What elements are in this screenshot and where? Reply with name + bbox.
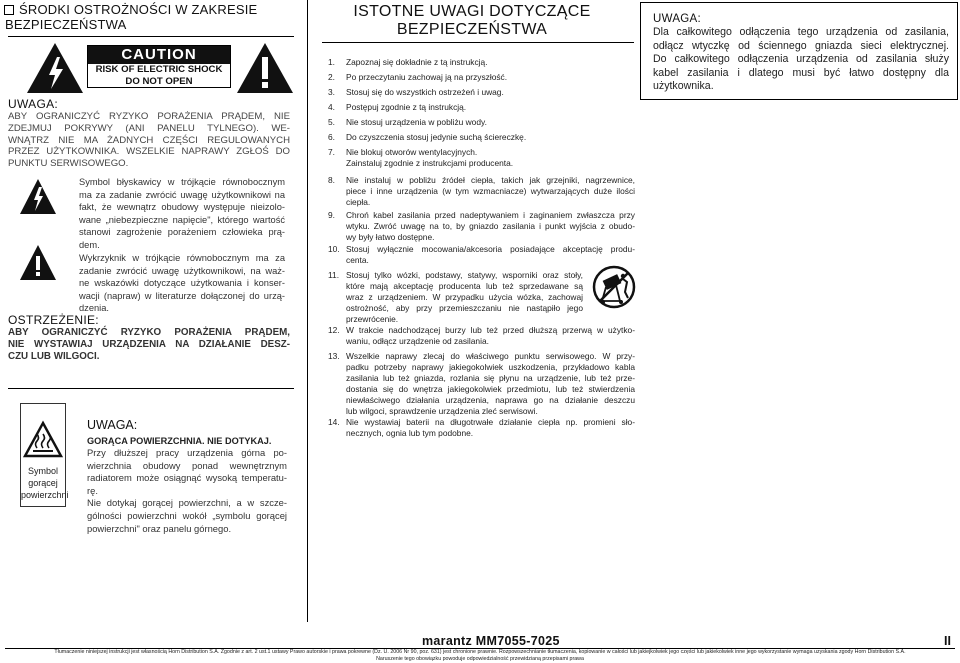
list-item-text bbox=[346, 117, 635, 128]
text-line: powierzchni" oraz panelu górnego. bbox=[87, 522, 232, 534]
list-item-number: 14. bbox=[328, 417, 340, 427]
caution-box bbox=[87, 45, 231, 88]
list-item-text bbox=[346, 244, 635, 266]
list-item-number: 10. bbox=[328, 244, 340, 254]
text-line: ostrożność, aby przy przemieszczaniu nie nastąpiło jego bbox=[346, 303, 583, 313]
text-line: padku potrzeby naprawy jakiegokolwiek uszkodzenia, przykładowo kabla bbox=[346, 362, 635, 372]
text-line: dostania się do wnętrza jakiegokolwiek przedmiotu, lub też stwierdzenia bbox=[346, 384, 635, 394]
text-line: stanowi zagrożenie porażeniem człowieka prą- bbox=[79, 227, 285, 238]
text-line: Do czyszczenia stosuj jedynie suchą ściereczkę. bbox=[346, 132, 527, 142]
text-line: Dla całkowitego odłączenia tego urządzenia od zasilania, bbox=[653, 26, 949, 38]
list-item-text bbox=[346, 72, 635, 83]
text-line: kabel zasilania i dlatego musi być łatwo dostępny dla bbox=[653, 66, 949, 79]
text-line: niewłaściwego działania urządzenia, naprawa go na działanie deszczu bbox=[346, 395, 635, 405]
text-line: Nie wystawiaj baterii na długotrwałe działanie ciepła np. promieni sło- bbox=[346, 417, 635, 427]
list-item-number: 9. bbox=[328, 210, 335, 220]
hot-surface-symbol-box bbox=[20, 403, 69, 507]
uwaga-line: ZDEJMUJ POKRYWY (ANI PANELU TYLNEGO). WE- bbox=[8, 122, 290, 134]
text-line: Nie instaluj w pobliżu źródeł ciepła, takich jak grzejniki, nagrzewnice, bbox=[346, 175, 635, 185]
footer-line1: Tłumaczenie niniejszej instrukcji jest własnością Horn Distribution S.A. Zgodnie z art. 2 ust.1 ustawy Prawo autorskie i prawa pokrewne (Dz. U. 2006 Nr 90, poz. 631) jest chronione prawnie. Rozpowszechnianie tłumaczenia, kopiowanie w całości lub jakiejkolwiek jego części lub jakiekolwiek inne jego wykorzystanie wymaga uzyskania zgody Horn Distribution S.A. bbox=[54, 649, 906, 655]
text-line: ciepła. bbox=[346, 197, 371, 207]
text-line: użytkownika. bbox=[653, 80, 714, 92]
exclamation-triangle-icon bbox=[18, 243, 58, 283]
ostrzezenie-line: NIE WYSTAWIAJ URZĄDZENIA NA DZIAŁANIE DESZ- bbox=[8, 339, 290, 351]
hot-surface-icon bbox=[23, 420, 63, 460]
list-item-text bbox=[346, 57, 635, 68]
cart-tipover-warning-icon bbox=[592, 265, 636, 309]
list-item-number: 5. bbox=[328, 117, 335, 127]
text-line: W trakcie nadchodzącej burzy lub też przed dłuższą przerwą w użytko- bbox=[346, 325, 635, 335]
text-line: Stosuj tylko wózki, podstawy, statywy, wsporniki oraz stoły, bbox=[346, 270, 583, 280]
list-item bbox=[328, 175, 635, 208]
text-line: Wszelkie naprawy zlecaj do właściwego punktu serwisowego. W przy- bbox=[346, 351, 635, 361]
text-line: Do całkowitego odłączenia urządzenia od zasilania służy bbox=[653, 53, 949, 65]
list-item bbox=[328, 102, 635, 113]
section-title-line2: BEZPIECZEŃSTWA bbox=[5, 16, 127, 32]
exclamation-warning-icon bbox=[235, 41, 295, 95]
footer-copyright bbox=[4, 649, 956, 663]
left-title-underline bbox=[8, 36, 294, 37]
text-line: wy były łatwo dostępne. bbox=[346, 232, 435, 242]
text-line: ne wskazówki dotyczące użytkowania i konser- bbox=[79, 278, 285, 289]
text-line: radiatorem może osiągnąć wysoką temperatu- bbox=[87, 472, 287, 484]
hot-caption-line: Symbol bbox=[27, 466, 58, 476]
middle-title-line2: BEZPIECZEŃSTWA bbox=[396, 21, 548, 38]
list-item-number: 6. bbox=[328, 132, 335, 142]
text-line: wraz z urządzeniem. W przypadku użycia wózka, zachowaj bbox=[346, 292, 583, 302]
text-line: Symbol błyskawicy w trójkącie równobocznym bbox=[79, 177, 285, 187]
hot-caption-line: gorącej bbox=[28, 478, 58, 488]
text-line: rę. bbox=[87, 484, 98, 496]
list-item bbox=[328, 244, 635, 266]
footer-line2: Naruszenie tego obowiązku powoduje odpowiedzialność przewidzianą przepisami prawa bbox=[376, 656, 584, 662]
list-item bbox=[328, 270, 583, 325]
text-line: Stosuj wyłącznie mocowania/akcesoria posiadające akceptację produ- bbox=[346, 244, 635, 254]
list-item bbox=[328, 351, 635, 417]
section-title-line1: ŚRODKI OSTROŻNOŚCI W ZAKRESIE bbox=[19, 2, 258, 17]
caution-title: CAUTION bbox=[88, 46, 230, 64]
list-item-text bbox=[346, 210, 635, 243]
text-line: zadanie zwrócić uwagę użytkownikowi, na waż- bbox=[79, 265, 285, 276]
lightning-triangle-icon bbox=[18, 177, 58, 217]
text-line: przewrócenie. bbox=[346, 314, 399, 324]
left-divider bbox=[8, 388, 294, 389]
list-item-text bbox=[346, 175, 635, 208]
text-line: lub wilgoci, sprawdzenie urządzenia zleć serwisowi. bbox=[346, 406, 538, 416]
footer-page-number: II bbox=[944, 634, 951, 648]
uwaga-line: ABY OGRANICZYĆ RYZYKO PORAŻENIA PRĄDEM, NIE bbox=[8, 111, 290, 122]
text-line: Stosuj się do wszystkich ostrzeżeń i uwag. bbox=[346, 87, 504, 97]
text-line: Wykrzyknik w trójkącie równobocznym ma za bbox=[79, 253, 285, 263]
text-line: wtyku. Zwróć uwagę na to, by gniazdo zasilania i punkt wyjścia z obudo- bbox=[346, 221, 635, 231]
ostrzezenie-line: CZU LUB WILGOCI. bbox=[8, 351, 100, 363]
hot-caption-line: powierzchni bbox=[21, 490, 69, 500]
list-item bbox=[328, 210, 635, 243]
text-line: odłącz wtyczkę od ściennego gniazda sieci elektrycznej. bbox=[653, 39, 949, 52]
hot-uwaga-heading: UWAGA: bbox=[87, 418, 138, 432]
text-line: dzenia. bbox=[79, 303, 109, 314]
text-line: Nie blokuj otworów wentylacyjnych. bbox=[346, 147, 478, 157]
text-line: Nie dotykaj gorącej powierzchni, a w szcze- bbox=[87, 497, 287, 509]
uwaga-line: PUNKTU SERWISOWEGO. bbox=[8, 158, 129, 170]
left-section-header bbox=[3, 3, 293, 32]
list-item-number: 3. bbox=[328, 87, 335, 97]
text-line: Chroń kabel zasilania przed nadeptywaniem i zaginaniem zwłaszcza przy bbox=[346, 210, 635, 220]
list-item bbox=[328, 417, 635, 439]
uwaga-block bbox=[8, 97, 290, 170]
list-item-number: 2. bbox=[328, 72, 335, 82]
list-item-number: 1. bbox=[328, 57, 335, 67]
text-line: necznych, ognia lub tym podobne. bbox=[346, 428, 474, 438]
text-line: zasilania lub też gniazda, rozlania się płynu na urządzenie, lub też prze- bbox=[346, 373, 635, 383]
list-item bbox=[328, 132, 635, 143]
list-item bbox=[328, 325, 635, 347]
list-item bbox=[328, 87, 635, 98]
hot-surface-notice bbox=[87, 418, 287, 535]
list-item-number: 11. bbox=[328, 270, 340, 280]
middle-title-line1: ISTOTNE UWAGI DOTYCZĄCE bbox=[353, 3, 591, 20]
list-item-number: 13. bbox=[328, 351, 340, 361]
hot-bold-line: GORĄCA POWIERZCHNIA. NIE DOTYKAJ. bbox=[87, 436, 272, 446]
text-line: które mają akceptację producenta lub też sprzedawane są bbox=[346, 281, 583, 291]
list-item-number: 12. bbox=[328, 325, 340, 335]
list-item bbox=[328, 72, 635, 83]
list-item bbox=[328, 147, 635, 169]
list-item-number: 7. bbox=[328, 147, 335, 157]
ostrzezenie-heading: OSTRZEŻENIE: bbox=[8, 313, 99, 327]
list-item-number: 8. bbox=[328, 175, 335, 185]
middle-title-underline bbox=[322, 42, 634, 43]
text-line: piece i inne urządzenia (w tym wzmacniacze) wytwarzających duże ilości bbox=[346, 186, 635, 196]
text-line: waniu, odłącz urządzenie od zasilania. bbox=[346, 336, 489, 346]
list-item-text bbox=[346, 102, 635, 113]
uwaga-line: WNĄTRZ NIE MA ŻADNYCH CZĘŚCI REGULOWANYCH bbox=[8, 134, 290, 146]
list-item-text bbox=[346, 132, 635, 143]
text-line: dem. bbox=[79, 239, 100, 250]
text-line: centa. bbox=[346, 255, 369, 265]
list-item-text bbox=[346, 87, 635, 98]
exclamation-explanation bbox=[79, 252, 285, 315]
ostrzezenie-block bbox=[8, 313, 290, 364]
uwaga-heading: UWAGA: bbox=[8, 97, 59, 111]
list-item bbox=[328, 57, 635, 68]
text-line: gólności powierzchni wokół „symbolu gorącej bbox=[87, 509, 287, 521]
footer-model: marantz MM7055-7025 bbox=[422, 634, 560, 648]
caution-line1: RISK OF ELECTRIC SHOCK bbox=[95, 64, 223, 75]
column-divider bbox=[307, 0, 308, 622]
text-line: Zainstaluj zgodnie z instrukcjami producenta. bbox=[346, 158, 514, 168]
lightning-explanation bbox=[79, 176, 285, 252]
list-item-text bbox=[346, 270, 583, 325]
text-line: fakt, że wewnątrz obudowy występuje nieizolo- bbox=[79, 202, 285, 213]
middle-title bbox=[322, 3, 622, 39]
disconnect-notice-box bbox=[640, 2, 958, 100]
list-item-number: 4. bbox=[328, 102, 335, 112]
list-item-text bbox=[346, 147, 635, 169]
list-item bbox=[328, 117, 635, 128]
text-line: Nie stosuj urządzenia w pobliżu wody. bbox=[346, 117, 487, 127]
text-line: Przy dłuższej pracy urządzenia górna po- bbox=[87, 447, 287, 458]
text-line: Postępuj zgodnie z tą instrukcją. bbox=[346, 102, 467, 112]
list-item-text bbox=[346, 417, 635, 439]
list-item-text bbox=[346, 325, 635, 347]
uwaga-line: PRZEZ UŻYTKOWNIKA. WSZELKIE NAPRAWY ZGŁOŚ DO bbox=[8, 146, 290, 158]
high-voltage-warning-icon bbox=[25, 41, 85, 95]
text-line: wane „niebezpieczne napięcie", którego wartość bbox=[79, 214, 285, 225]
caution-line2: DO NOT OPEN bbox=[125, 75, 193, 87]
text-line: ma za zadanie zwrócić uwagę użytkownikowi na bbox=[79, 189, 285, 200]
checkbox-square-icon bbox=[4, 5, 14, 15]
text-line: Po przeczytaniu zachowaj ją na przyszłość. bbox=[346, 72, 508, 82]
list-item-text bbox=[346, 351, 635, 417]
text-line: wierzchnia obudowy ponad wewnętrznym bbox=[87, 459, 287, 471]
right-uwaga-heading: UWAGA: bbox=[653, 13, 702, 25]
ostrzezenie-line: ABY OGRANICZYĆ RYZYKO PORAŻENIA PRĄDEM, bbox=[8, 327, 290, 338]
text-line: Zapoznaj się dokładnie z tą instrukcją. bbox=[346, 57, 488, 67]
text-line: wacji (napraw) w literaturze dołączonej do urzą- bbox=[79, 290, 285, 301]
